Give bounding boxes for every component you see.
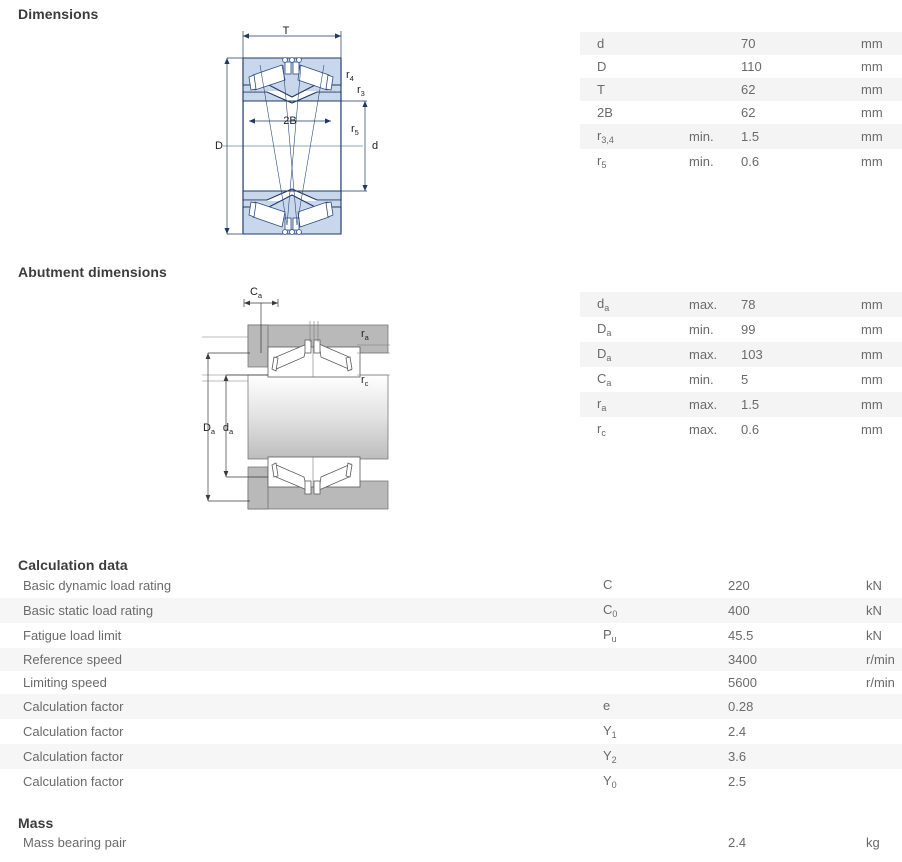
label-da: $d_a$: [222, 422, 234, 436]
abut-symbol: $C_a$: [580, 367, 689, 392]
calc-value: 5600: [728, 671, 866, 694]
abutment-bearing-diagram: [200, 285, 395, 525]
abut-symbol: $d_a$: [580, 292, 689, 317]
abutment-dimensions-heading: Abutment dimensions: [18, 264, 167, 280]
calc-unit: [866, 769, 902, 794]
calc-description: Calculation factor: [0, 769, 603, 794]
dim-value: 110: [741, 55, 861, 78]
dim-symbol: $r_{3,4}$: [580, 124, 689, 149]
calculation-data-heading: Calculation data: [18, 557, 128, 573]
calc-value: 400: [728, 598, 866, 623]
label-rc: $r_c$: [361, 374, 369, 388]
abut-value: 78: [741, 292, 861, 317]
dim-symbol-subscript: 3,4: [601, 135, 614, 145]
label-Da: $D_a$: [202, 422, 216, 436]
abut-unit: mm: [861, 417, 902, 442]
label-ra: $r_a$: [361, 328, 369, 342]
mass-heading: Mass: [18, 815, 54, 831]
calc-symbol: [603, 671, 728, 694]
calc-description: Calculation factor: [0, 719, 603, 744]
mass-symbol: [603, 831, 728, 854]
dim-value: 62: [741, 101, 861, 124]
dim-qualifier: min.: [689, 149, 741, 174]
table-row: [0, 623, 902, 648]
dim-value: 62: [741, 78, 861, 101]
label-r4: $r_4$: [346, 69, 354, 83]
dim-symbol: T: [580, 78, 689, 101]
calc-symbol: $C_0$: [603, 598, 728, 623]
calc-description: Reference speed: [0, 648, 603, 671]
label-Ca: $C_a$: [249, 286, 263, 300]
calc-symbol-subscript: 1: [611, 730, 617, 740]
mass-value: 2.4: [728, 831, 866, 854]
calc-unit: kN: [866, 573, 902, 598]
calc-description: Limiting speed: [0, 671, 603, 694]
dim-qualifier: [689, 32, 741, 55]
calc-symbol: $P_u$: [603, 623, 728, 648]
table-row: [580, 417, 902, 442]
abutment-dimensions-table: [580, 292, 902, 442]
calc-value: 220: [728, 573, 866, 598]
dimensions-table: [580, 32, 902, 174]
dim-value: 70: [741, 32, 861, 55]
table-row: [580, 32, 902, 55]
dimensions-heading: Dimensions: [18, 6, 99, 22]
table-row: [580, 55, 902, 78]
calc-value: 2.5: [728, 769, 866, 794]
abut-qualifier: max.: [689, 342, 741, 367]
table-row: [580, 342, 902, 367]
dim-qualifier: [689, 78, 741, 101]
dim-symbol-subscript: 5: [601, 160, 607, 170]
abut-symbol-subscript: c: [601, 428, 606, 438]
calc-unit: [866, 744, 902, 769]
calc-unit: [866, 719, 902, 744]
dimensions-bearing-diagram: [205, 25, 390, 240]
label-2B: 2B: [283, 115, 297, 127]
calc-value: 3.6: [728, 744, 866, 769]
dim-symbol: d: [580, 32, 689, 55]
table-row: [580, 367, 902, 392]
abut-symbol: $r_c$: [580, 417, 689, 442]
calc-symbol-subscript: 2: [611, 755, 617, 765]
abut-qualifier: max.: [689, 392, 741, 417]
table-row: [0, 769, 902, 794]
abut-symbol-subscript: a: [606, 328, 612, 338]
dim-symbol: $r_5$: [580, 149, 689, 174]
label-d: d: [371, 140, 379, 152]
table-row: [0, 831, 902, 854]
calc-symbol-subscript: u: [611, 634, 617, 644]
calc-unit: [866, 694, 902, 719]
abut-symbol-subscript: a: [606, 378, 612, 388]
abut-value: 5: [741, 367, 861, 392]
abut-unit: mm: [861, 292, 902, 317]
dim-value: 0.6: [741, 149, 861, 174]
abut-value: 99: [741, 317, 861, 342]
abut-symbol-subscript: a: [601, 403, 607, 413]
calc-symbol: e: [603, 694, 728, 719]
calculation-data-table: [0, 573, 902, 794]
table-row: [0, 573, 902, 598]
label-D: D: [215, 140, 223, 152]
table-row: [0, 671, 902, 694]
abut-unit: mm: [861, 342, 902, 367]
dim-qualifier: min.: [689, 124, 741, 149]
label-r5: $r_5$: [351, 123, 359, 137]
calc-description: Fatigue load limit: [0, 623, 603, 648]
dim-unit: mm: [861, 149, 902, 174]
calc-description: Basic dynamic load rating: [0, 573, 603, 598]
calc-unit: r/min: [866, 648, 902, 671]
calc-symbol: [603, 648, 728, 671]
dim-unit: mm: [861, 55, 902, 78]
table-row: [580, 124, 902, 149]
calc-value: 2.4: [728, 719, 866, 744]
dim-symbol: 2B: [580, 101, 689, 124]
abut-symbol: $D_a$: [580, 317, 689, 342]
table-row: [580, 149, 902, 174]
abut-qualifier: max.: [689, 417, 741, 442]
dim-unit: mm: [861, 101, 902, 124]
calc-symbol: C: [603, 573, 728, 598]
calc-symbol: $Y_2$: [603, 744, 728, 769]
table-row: [0, 648, 902, 671]
calc-symbol-subscript: 0: [612, 609, 618, 619]
calc-symbol-subscript: 0: [611, 780, 617, 790]
calc-unit: kN: [866, 598, 902, 623]
calc-unit: r/min: [866, 671, 902, 694]
table-row: [580, 292, 902, 317]
calc-description: Basic static load rating: [0, 598, 603, 623]
mass-unit: kg: [866, 831, 902, 854]
abut-value: 0.6: [741, 417, 861, 442]
mass-table: [0, 831, 902, 854]
calc-value: 45.5: [728, 623, 866, 648]
calc-value: 0.28: [728, 694, 866, 719]
table-row: [580, 101, 902, 124]
abut-symbol-subscript: a: [604, 303, 610, 313]
abut-qualifier: min.: [689, 367, 741, 392]
calc-unit: kN: [866, 623, 902, 648]
table-row: [580, 78, 902, 101]
label-r3: $r_3$: [357, 84, 365, 98]
abut-symbol-subscript: a: [606, 353, 612, 363]
calc-symbol: $Y_0$: [603, 769, 728, 794]
label-T: T: [282, 25, 290, 37]
table-row: [580, 392, 902, 417]
abut-value: 103: [741, 342, 861, 367]
abut-symbol: $r_a$: [580, 392, 689, 417]
calc-value: 3400: [728, 648, 866, 671]
dim-qualifier: [689, 55, 741, 78]
abut-qualifier: max.: [689, 292, 741, 317]
abut-symbol: $D_a$: [580, 342, 689, 367]
abut-qualifier: min.: [689, 317, 741, 342]
dim-qualifier: [689, 101, 741, 124]
table-row: [0, 744, 902, 769]
abut-value: 1.5: [741, 392, 861, 417]
dim-value: 1.5: [741, 124, 861, 149]
calc-symbol: $Y_1$: [603, 719, 728, 744]
table-row: [580, 317, 902, 342]
table-row: [0, 694, 902, 719]
dim-unit: mm: [861, 124, 902, 149]
dim-symbol: D: [580, 55, 689, 78]
abut-unit: mm: [861, 317, 902, 342]
calc-description: Calculation factor: [0, 744, 603, 769]
table-row: [0, 598, 902, 623]
abut-unit: mm: [861, 392, 902, 417]
calc-description: Calculation factor: [0, 694, 603, 719]
dim-unit: mm: [861, 78, 902, 101]
mass-description: Mass bearing pair: [0, 831, 603, 854]
dim-unit: mm: [861, 32, 902, 55]
abut-unit: mm: [861, 367, 902, 392]
table-row: [0, 719, 902, 744]
